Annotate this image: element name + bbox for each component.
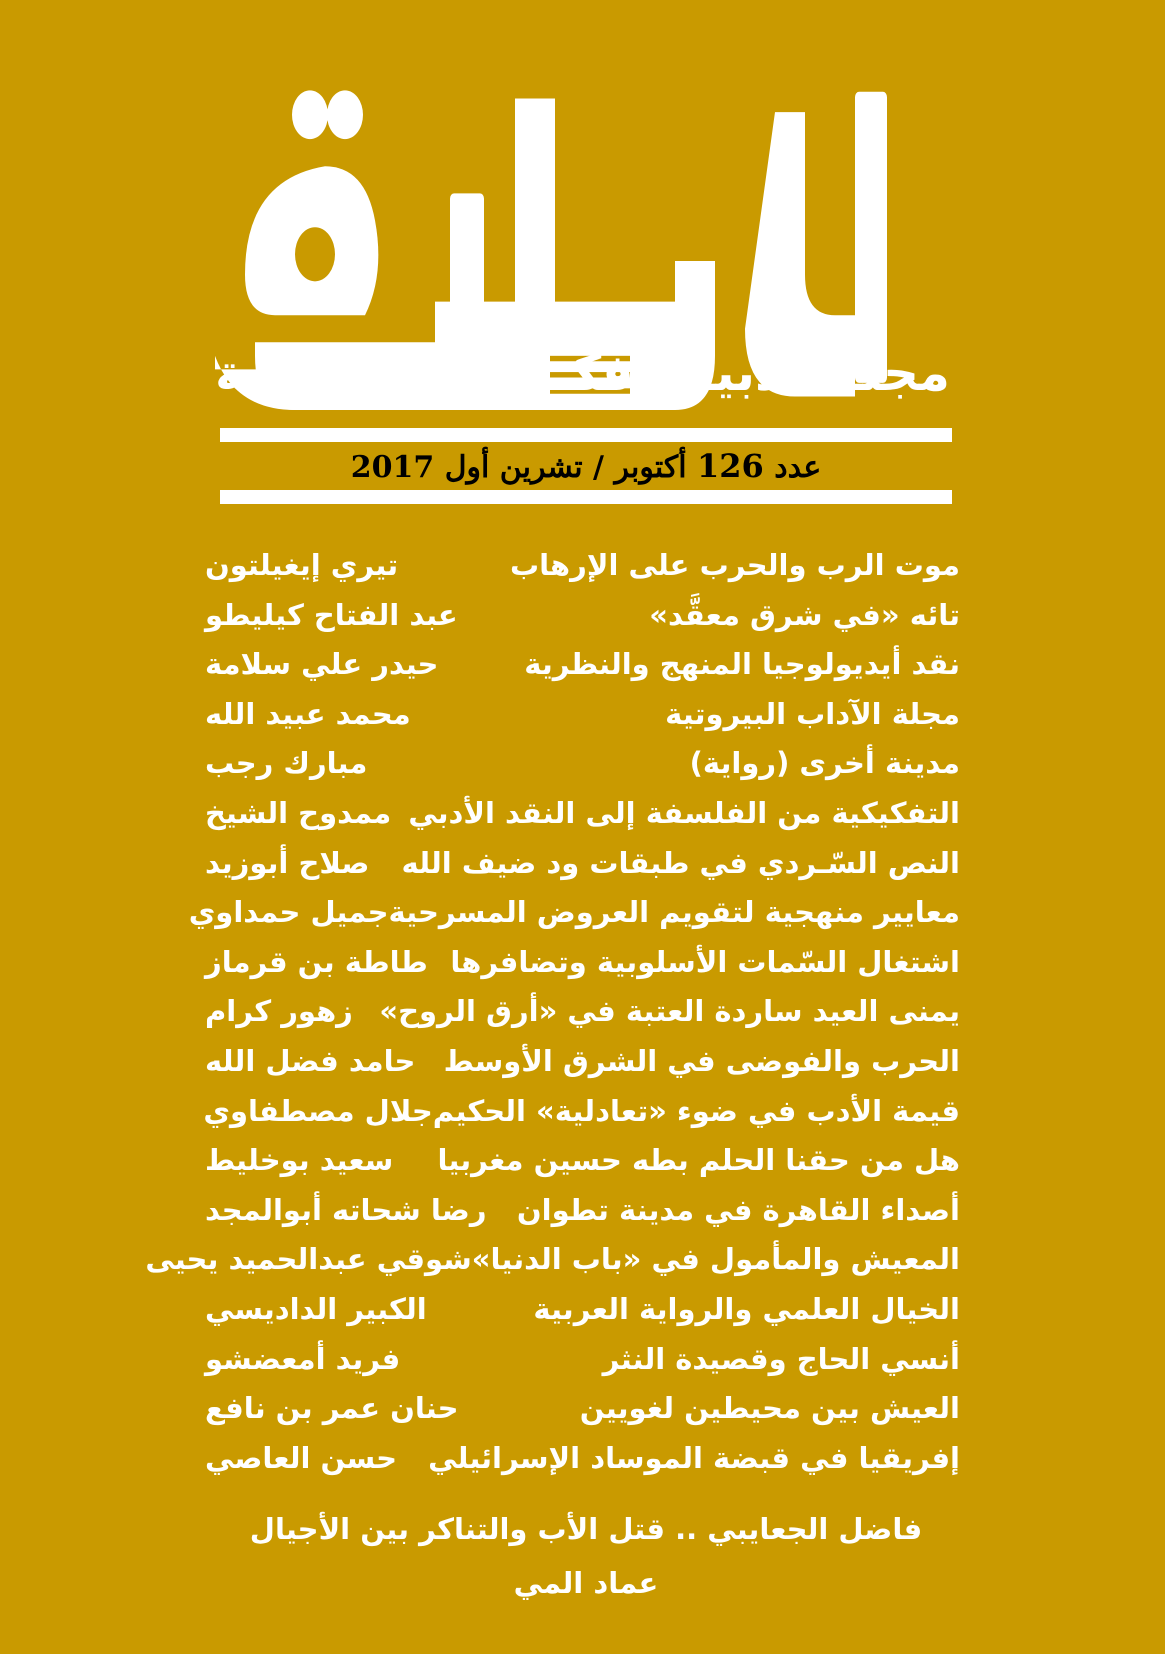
toc-entry-title: العيش بين محيطين لغويين	[579, 1391, 960, 1426]
toc-entry	[205, 540, 960, 590]
toc-entry-author: حيدر علي سلامة	[205, 647, 439, 682]
toc-entry	[205, 1135, 960, 1185]
toc-entry-author: عبد الفتاح كيليطو	[205, 597, 458, 632]
issue-label: عدد	[774, 450, 822, 485]
toc-entry-title: هل من حقنا الحلم بطه حسين مغربيا	[437, 1143, 960, 1178]
toc-entry	[205, 1284, 960, 1334]
toc-entry-author: حسن العاصي	[205, 1440, 398, 1475]
subtitle-monthly: شهرية	[215, 344, 378, 402]
toc-entry-author: تيري إيغيلتون	[205, 548, 399, 582]
toc-entry-author: فريد أمعضشو	[205, 1341, 401, 1376]
toc-entry	[205, 937, 960, 987]
toc-footer-line-2: عماد المي	[513, 1566, 659, 1600]
toc-entry-title: إفريقيا في قبضة الموساد الإسرائيلي	[428, 1440, 960, 1475]
toc-entry-author: زهور كرام	[205, 994, 353, 1029]
toc-entry-title: أنسي الحاج وقصيدة النثر	[602, 1341, 960, 1376]
toc-entry-author: مبارك رجب	[205, 746, 368, 781]
toc-entry-title: نقد أيديولوجيا المنهج والنظرية	[524, 647, 960, 682]
toc-entry	[205, 788, 960, 838]
issue-number: 126	[696, 447, 764, 485]
toc-entry-title: الخيال العلمي والرواية العربية	[533, 1292, 960, 1326]
toc-entry-author: جميل حمداوي	[188, 895, 389, 930]
toc-entry	[145, 1234, 960, 1284]
toc-entry	[205, 1185, 960, 1235]
issue-rule-top	[220, 428, 952, 442]
issue-line	[220, 444, 952, 488]
toc-entry-author: محمد عبيد الله	[205, 696, 411, 731]
table-of-contents	[145, 540, 960, 1480]
toc-entry-title: معايير منهجية لتقويم العروض المسرحية	[388, 895, 960, 930]
toc-entry-author: ممدوح الشيخ	[205, 796, 392, 830]
toc-entry-author: حامد فضل الله	[205, 1044, 416, 1078]
toc-entry-title: قيمة الأدب في ضوء «تعادلية» الحكيم	[432, 1093, 960, 1128]
toc-entry	[205, 1086, 960, 1136]
toc-entry-title: التفكيكية من الفلسفة إلى النقد الأدبي	[408, 796, 960, 830]
toc-entry	[205, 738, 960, 788]
toc-entry	[205, 689, 960, 739]
toc-entry-author: صلاح أبوزيد	[205, 845, 370, 880]
toc-entry-title: تائه «في شرق معقَّد»	[649, 597, 960, 632]
toc-entry-title: يمنى العيد ساردة العتبة في «أرق الروح»	[379, 994, 960, 1029]
toc-entry-title: مدينة أخرى (رواية)	[689, 746, 960, 781]
toc-entry-title: المعيش والمأمول في «باب الدنيا»	[471, 1242, 960, 1277]
toc-entry-author: حنان عمر بن نافع	[205, 1391, 459, 1426]
toc-entry-author: سعيد بوخليط	[205, 1143, 394, 1178]
toc-entry	[188, 887, 960, 937]
toc-entry-title: النص السّـردي في طبقات ود ضيف الله	[401, 845, 960, 880]
toc-entry-author: الكبير الداديسي	[205, 1292, 427, 1326]
issue-date: أكتوبر / تشرين أول 2017	[350, 450, 687, 485]
toc-entry	[205, 838, 960, 888]
toc-entry-author: طاطة بن قرماز	[205, 944, 428, 979]
toc-entry	[205, 1036, 960, 1086]
toc-entry	[205, 1433, 960, 1483]
toc-entry-author: شوقي عبدالحميد يحيى	[145, 1242, 472, 1277]
toc-entry-title: الحرب والفوضى في الشرق الأوسط	[443, 1044, 960, 1078]
toc-entry-author: رضا شحاته أبوالمجد	[205, 1192, 487, 1227]
toc-footer-line-1: فاضل الجعايبي .. قتل الأب والتناكر بين الأجيال	[249, 1512, 923, 1546]
toc-entry	[205, 986, 960, 1036]
toc-entry-title: موت الرب والحرب على الإرهاب	[510, 548, 960, 582]
toc-entry	[205, 1334, 960, 1384]
issue-rule-bottom	[220, 490, 952, 504]
toc-entry	[205, 639, 960, 689]
toc-entry-title: أصداء القاهرة في مدينة تطوان	[516, 1192, 960, 1227]
toc-entry	[205, 590, 960, 640]
toc-entry-title: مجلة الآداب البيروتية	[665, 696, 960, 731]
subtitle-literary-intellectual: مجلـة أدبيــة فكــرية	[457, 344, 950, 402]
toc-entry	[205, 1383, 960, 1433]
logo-subtitle	[215, 338, 950, 408]
toc-entry-author: جلال مصطفاوي	[203, 1093, 433, 1128]
toc-entry-title: اشتغال السّمات الأسلوبية وتضافرها	[450, 944, 960, 979]
